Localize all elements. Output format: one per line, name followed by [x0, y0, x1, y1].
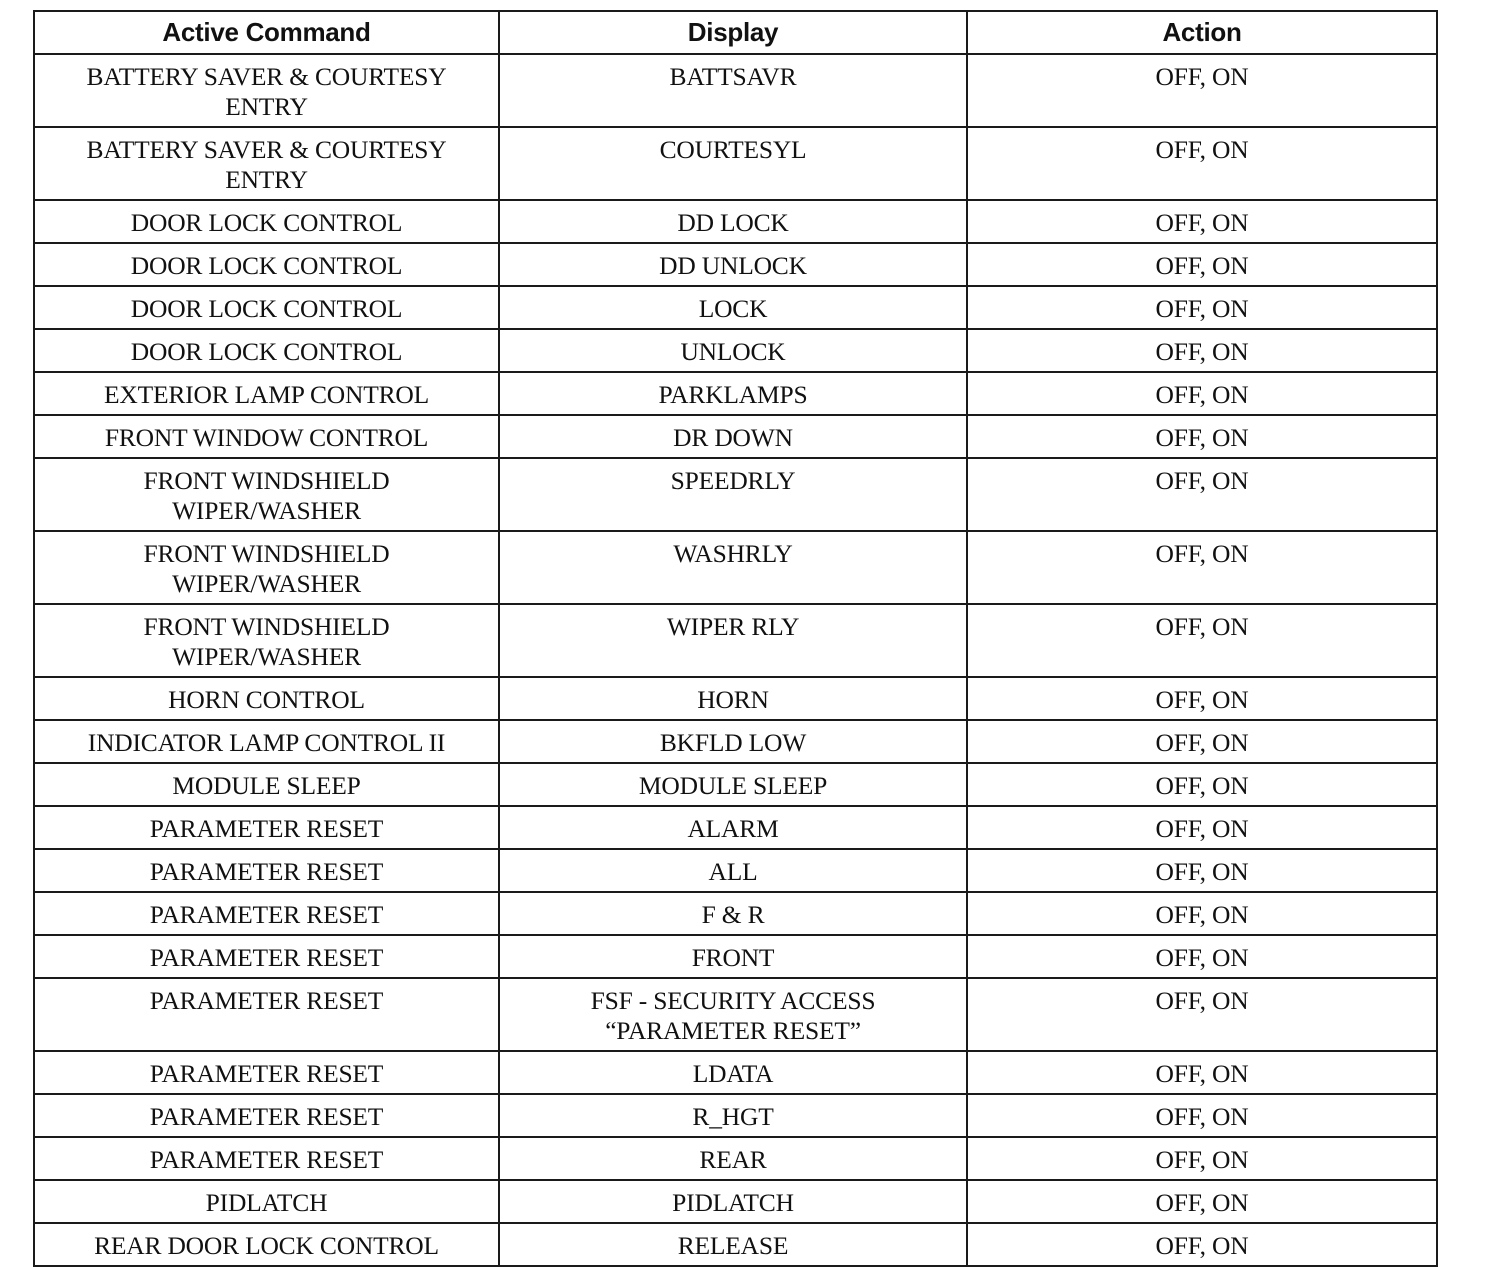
cell-action-line: OFF, ON	[1155, 423, 1249, 452]
cell-action	[967, 54, 1437, 127]
cell-display	[499, 1094, 967, 1137]
cell-display	[499, 978, 967, 1051]
table-row	[34, 763, 1437, 806]
cell-active-command-line: DOOR LOCK CONTROL	[130, 337, 403, 366]
cell-active-command-line: PIDLATCH	[205, 1188, 328, 1217]
cell-action	[967, 458, 1437, 531]
cell-active-command-line: PARAMETER RESET	[149, 1102, 384, 1131]
cell-action	[967, 1094, 1437, 1137]
cell-action-line: OFF, ON	[1155, 62, 1249, 91]
cell-display	[499, 604, 967, 677]
cell-active-command	[34, 286, 499, 329]
cell-action-line: OFF, ON	[1155, 857, 1249, 886]
cell-active-command	[34, 1180, 499, 1223]
cell-display	[499, 1180, 967, 1223]
cell-action-line: OFF, ON	[1155, 1231, 1249, 1260]
cell-display	[499, 806, 967, 849]
cell-active-command-line: BATTERY SAVER & COURTESY	[86, 62, 447, 91]
cell-display	[499, 1051, 967, 1094]
cell-action-line: OFF, ON	[1155, 814, 1249, 843]
table-row	[34, 1223, 1437, 1266]
cell-active-command	[34, 372, 499, 415]
cell-display	[499, 531, 967, 604]
cell-display-line: RELEASE	[677, 1231, 789, 1260]
cell-display-line: “PARAMETER RESET”	[605, 1016, 861, 1045]
cell-active-command	[34, 531, 499, 604]
cell-active-command	[34, 806, 499, 849]
cell-active-command	[34, 1223, 499, 1266]
cell-action	[967, 415, 1437, 458]
cell-action-line: OFF, ON	[1155, 466, 1249, 495]
cell-active-command-line: FRONT WINDSHIELD	[143, 612, 390, 641]
cell-display-line: FSF - SECURITY ACCESS	[590, 986, 876, 1015]
cell-action-line: OFF, ON	[1155, 208, 1249, 237]
cell-display-line: WIPER RLY	[666, 612, 800, 641]
cell-active-command-line: REAR DOOR LOCK CONTROL	[94, 1231, 439, 1260]
cell-active-command-line: HORN CONTROL	[168, 685, 365, 714]
table-row	[34, 458, 1437, 531]
cell-action	[967, 372, 1437, 415]
cell-active-command	[34, 458, 499, 531]
table-body	[34, 54, 1437, 1266]
cell-action	[967, 1180, 1437, 1223]
header-action: Action	[967, 11, 1437, 54]
cell-active-command-line: PARAMETER RESET	[149, 1145, 384, 1174]
cell-active-command	[34, 1094, 499, 1137]
cell-active-command-line: DOOR LOCK CONTROL	[130, 208, 403, 237]
cell-action	[967, 935, 1437, 978]
cell-active-command-line: PARAMETER RESET	[149, 943, 384, 972]
cell-active-command	[34, 243, 499, 286]
header-active-command: Active Command	[34, 11, 499, 54]
cell-action	[967, 978, 1437, 1051]
header-display: Display	[499, 11, 967, 54]
cell-display-line: PARKLAMPS	[658, 380, 808, 409]
cell-display	[499, 720, 967, 763]
cell-action-line: OFF, ON	[1155, 135, 1249, 164]
cell-active-command-line: PARAMETER RESET	[149, 814, 384, 843]
cell-active-command	[34, 1137, 499, 1180]
cell-action	[967, 243, 1437, 286]
cell-action-line: OFF, ON	[1155, 337, 1249, 366]
cell-display-line: BKFLD LOW	[659, 728, 807, 757]
cell-display	[499, 763, 967, 806]
cell-active-command-line: MODULE SLEEP	[172, 771, 361, 800]
table-row	[34, 849, 1437, 892]
cell-display	[499, 286, 967, 329]
cell-display	[499, 372, 967, 415]
cell-display	[499, 54, 967, 127]
cell-action-line: OFF, ON	[1155, 380, 1249, 409]
cell-action-line: OFF, ON	[1155, 986, 1249, 1015]
cell-active-command-line: FRONT WINDSHIELD	[143, 466, 390, 495]
cell-display-line: LOCK	[698, 294, 768, 323]
cell-action	[967, 200, 1437, 243]
cell-active-command-line: PARAMETER RESET	[149, 986, 384, 1015]
header-row	[34, 11, 1437, 54]
cell-action	[967, 1223, 1437, 1266]
cell-active-command	[34, 54, 499, 127]
table-row	[34, 806, 1437, 849]
cell-active-command	[34, 1051, 499, 1094]
cell-active-command-line: PARAMETER RESET	[149, 900, 384, 929]
cell-display	[499, 677, 967, 720]
cell-display-line: HORN	[697, 685, 769, 714]
table-row	[34, 1094, 1437, 1137]
cell-action	[967, 127, 1437, 200]
table-row	[34, 677, 1437, 720]
cell-display	[499, 329, 967, 372]
cell-action-line: OFF, ON	[1155, 900, 1249, 929]
cell-display	[499, 200, 967, 243]
cell-display-line: R_HGT	[692, 1102, 774, 1131]
table-row	[34, 935, 1437, 978]
cell-active-command-line: FRONT WINDOW CONTROL	[104, 423, 429, 452]
cell-active-command	[34, 604, 499, 677]
cell-display	[499, 892, 967, 935]
cell-display	[499, 1137, 967, 1180]
cell-active-command	[34, 677, 499, 720]
cell-active-command	[34, 849, 499, 892]
table-row	[34, 127, 1437, 200]
cell-action-line: OFF, ON	[1155, 1188, 1249, 1217]
cell-display	[499, 458, 967, 531]
cell-active-command-line: ENTRY	[225, 92, 308, 121]
table-row	[34, 372, 1437, 415]
cell-action	[967, 286, 1437, 329]
cell-action	[967, 806, 1437, 849]
cell-display-line: DD UNLOCK	[659, 251, 807, 280]
table-row	[34, 892, 1437, 935]
cell-active-command	[34, 763, 499, 806]
cell-display-line: ALL	[708, 857, 758, 886]
cell-active-command	[34, 978, 499, 1051]
cell-action	[967, 329, 1437, 372]
cell-active-command	[34, 200, 499, 243]
cell-display	[499, 243, 967, 286]
cell-active-command	[34, 127, 499, 200]
cell-display-line: DR DOWN	[673, 423, 793, 452]
cell-active-command	[34, 415, 499, 458]
table-row	[34, 200, 1437, 243]
cell-action-line: OFF, ON	[1155, 612, 1249, 641]
cell-active-command-line: PARAMETER RESET	[149, 1059, 384, 1088]
cell-active-command-line: WIPER/WASHER	[172, 569, 361, 598]
table-row	[34, 415, 1437, 458]
cell-action-line: OFF, ON	[1155, 1145, 1249, 1174]
table-row	[34, 1051, 1437, 1094]
cell-display-line: WASHRLY	[673, 539, 793, 568]
cell-active-command	[34, 720, 499, 763]
cell-action	[967, 849, 1437, 892]
cell-display-line: DD LOCK	[677, 208, 789, 237]
cell-display-line: PIDLATCH	[672, 1188, 794, 1217]
cell-active-command-line: DOOR LOCK CONTROL	[130, 251, 403, 280]
cell-display-line: MODULE SLEEP	[638, 771, 828, 800]
cell-display	[499, 415, 967, 458]
cell-display-line: ALARM	[687, 814, 779, 843]
cell-action	[967, 892, 1437, 935]
cell-display-line: REAR	[699, 1145, 767, 1174]
cell-active-command-line: WIPER/WASHER	[172, 642, 361, 671]
cell-action	[967, 1051, 1437, 1094]
cell-active-command-line: WIPER/WASHER	[172, 496, 361, 525]
cell-display-line: COURTESYL	[659, 135, 807, 164]
cell-action-line: OFF, ON	[1155, 685, 1249, 714]
cell-display-line: SPEEDRLY	[670, 466, 796, 495]
cell-active-command	[34, 329, 499, 372]
table-row	[34, 531, 1437, 604]
cell-action-line: OFF, ON	[1155, 539, 1249, 568]
cell-active-command-line: PARAMETER RESET	[149, 857, 384, 886]
table-row	[34, 604, 1437, 677]
cell-active-command-line: INDICATOR LAMP CONTROL II	[87, 728, 446, 757]
cell-active-command-line: ENTRY	[225, 165, 308, 194]
cell-display-line: LDATA	[692, 1059, 774, 1088]
cell-action	[967, 763, 1437, 806]
table-row	[34, 243, 1437, 286]
table-row	[34, 54, 1437, 127]
cell-display-line: F & R	[701, 900, 765, 929]
cell-active-command-line: BATTERY SAVER & COURTESY	[86, 135, 447, 164]
cell-active-command	[34, 935, 499, 978]
cell-action-line: OFF, ON	[1155, 771, 1249, 800]
cell-display-line: BATTSAVR	[669, 62, 797, 91]
cell-active-command-line: DOOR LOCK CONTROL	[130, 294, 403, 323]
cell-action	[967, 1137, 1437, 1180]
cell-action	[967, 677, 1437, 720]
cell-action	[967, 531, 1437, 604]
cell-action-line: OFF, ON	[1155, 251, 1249, 280]
table-row	[34, 286, 1437, 329]
cell-display	[499, 127, 967, 200]
table-row	[34, 720, 1437, 763]
cell-action-line: OFF, ON	[1155, 943, 1249, 972]
cell-display	[499, 1223, 967, 1266]
cell-action-line: OFF, ON	[1155, 1102, 1249, 1131]
cell-action-line: OFF, ON	[1155, 1059, 1249, 1088]
cell-display-line: UNLOCK	[680, 337, 786, 366]
cell-display-line: FRONT	[691, 943, 775, 972]
cell-active-command-line: FRONT WINDSHIELD	[143, 539, 390, 568]
cell-action	[967, 720, 1437, 763]
cell-action	[967, 604, 1437, 677]
cell-display	[499, 849, 967, 892]
table-row	[34, 329, 1437, 372]
active-command-table	[33, 10, 1438, 1267]
cell-active-command	[34, 892, 499, 935]
table-row	[34, 978, 1437, 1051]
cell-action-line: OFF, ON	[1155, 294, 1249, 323]
table-row	[34, 1137, 1437, 1180]
cell-action-line: OFF, ON	[1155, 728, 1249, 757]
table-row	[34, 1180, 1437, 1223]
cell-active-command-line: EXTERIOR LAMP CONTROL	[104, 380, 429, 409]
cell-display	[499, 935, 967, 978]
